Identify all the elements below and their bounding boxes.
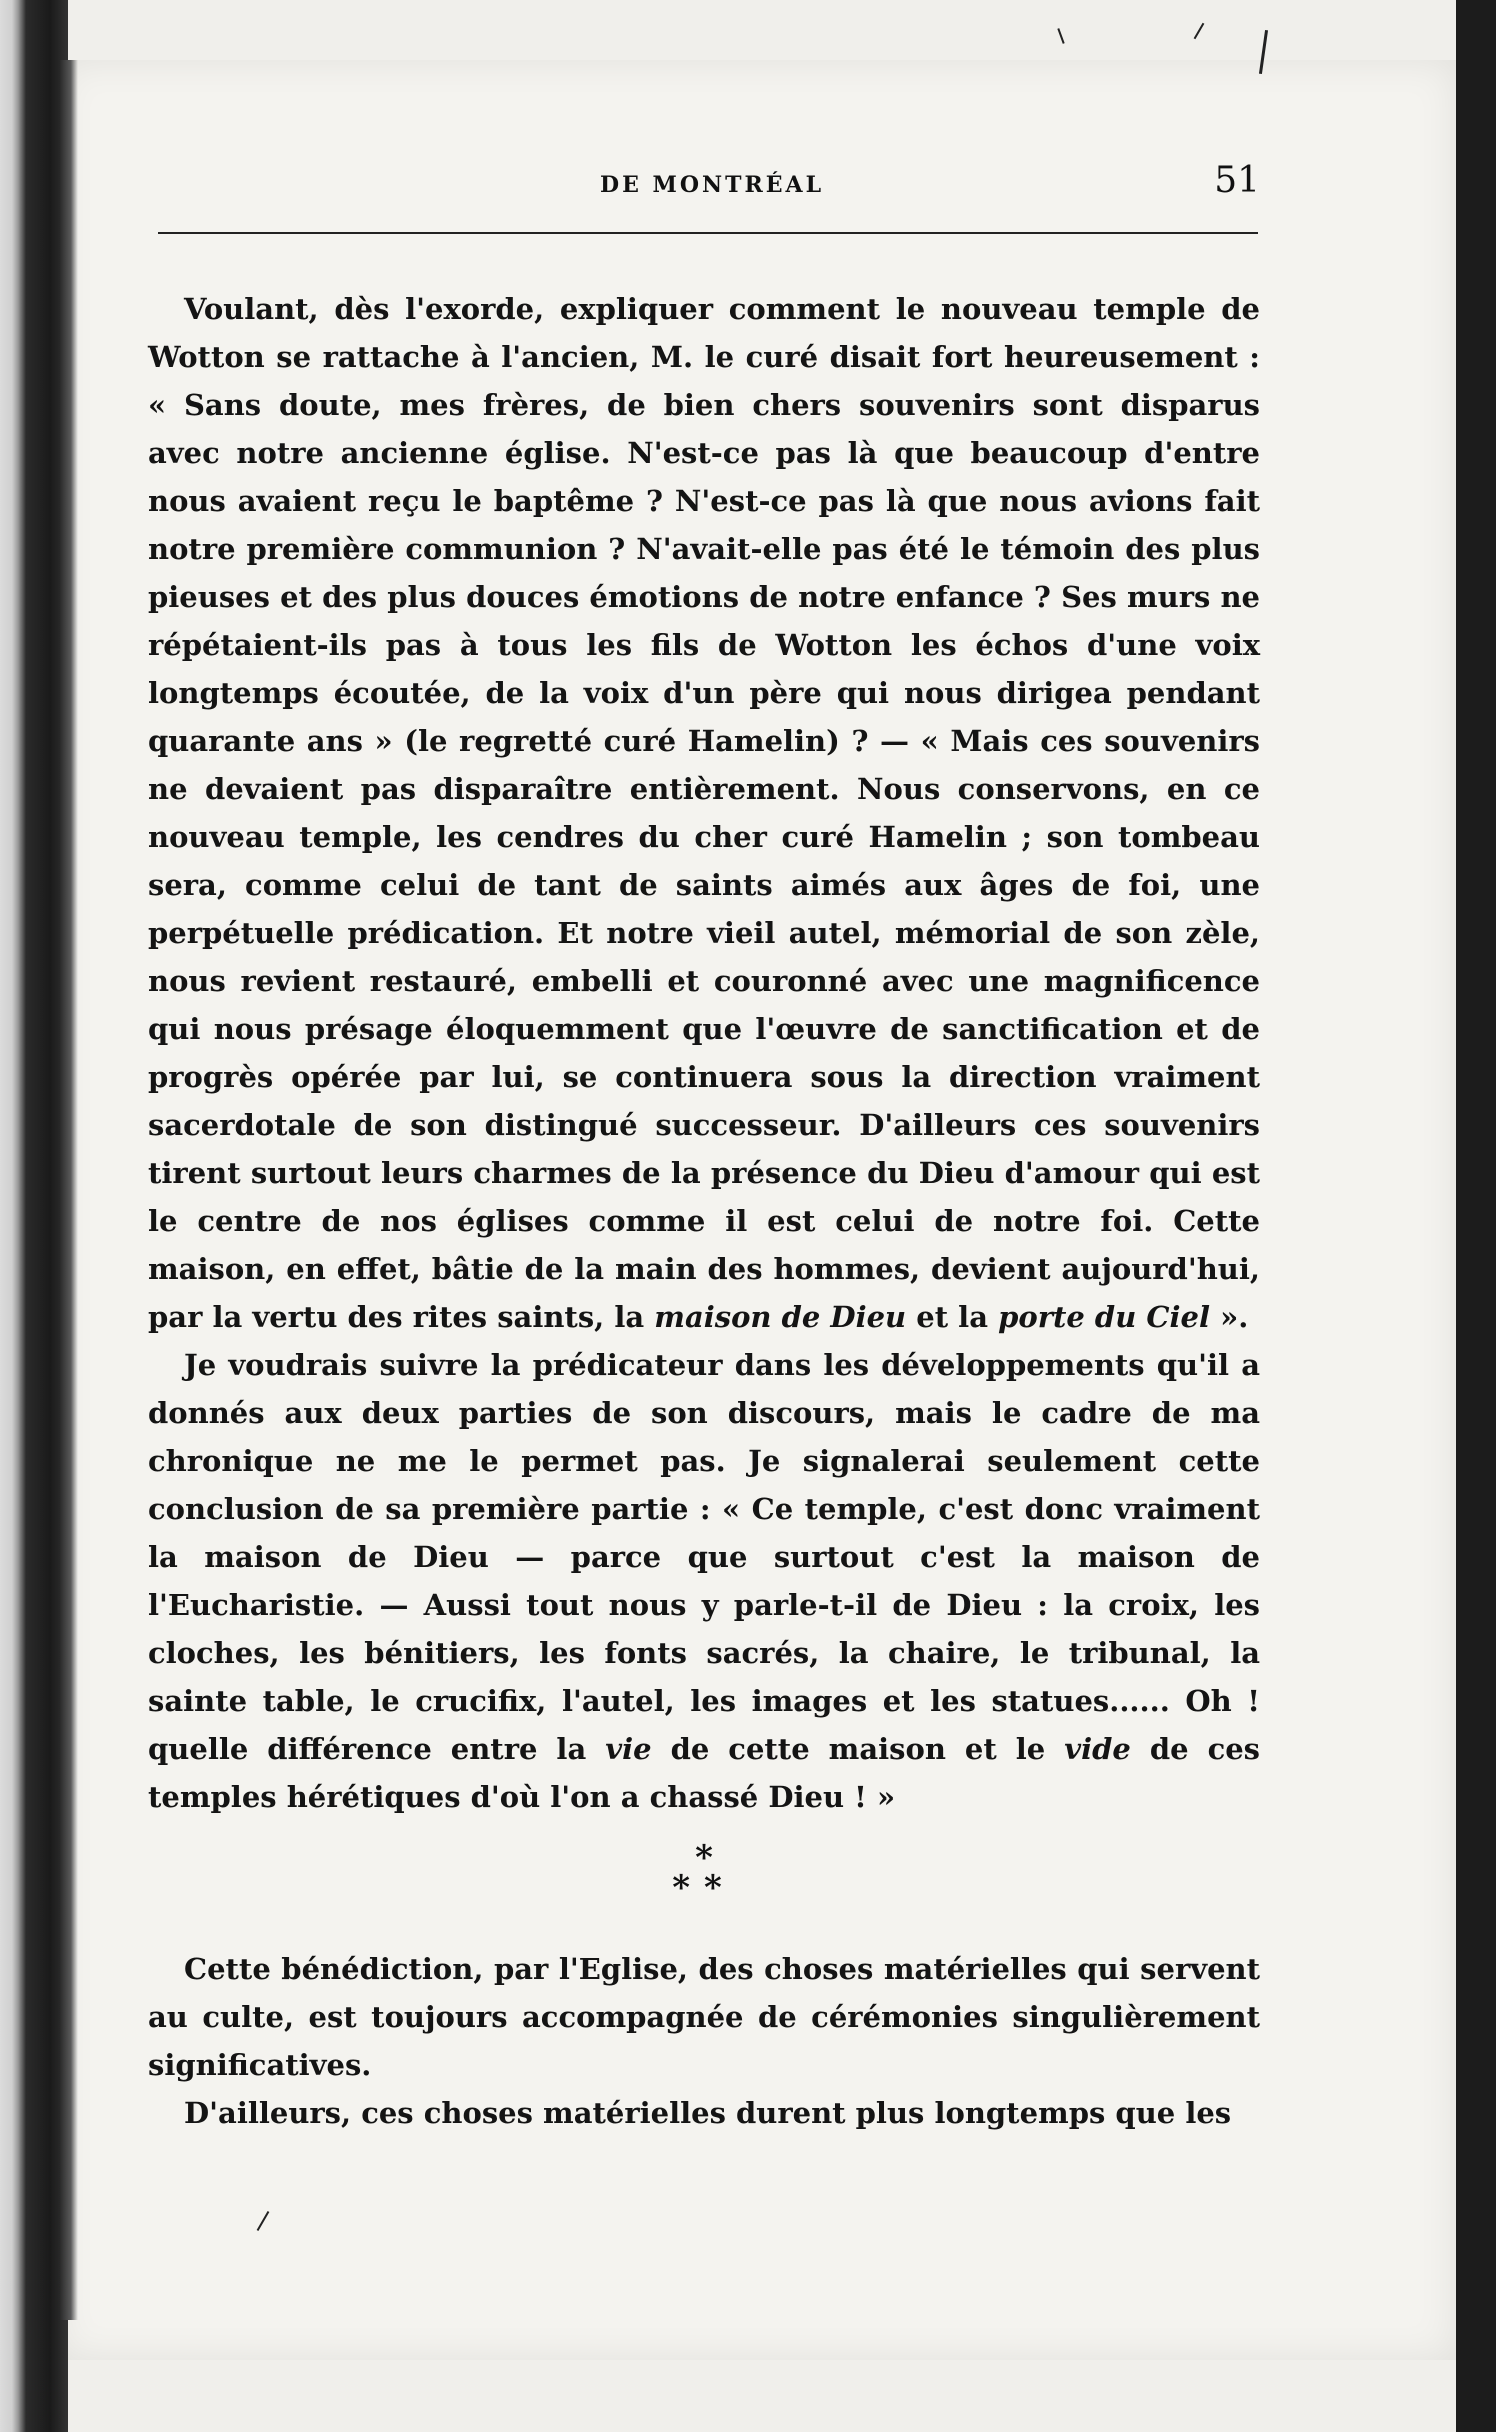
section-break-asterism: [148, 1838, 1260, 1908]
page-body: [148, 285, 1260, 2137]
page-header: [160, 160, 1260, 210]
page-fold-shadow: [60, 60, 78, 2320]
italic-phrase: maison de Dieu: [654, 1300, 907, 1334]
header-rule: [158, 232, 1258, 234]
scan-top-margin: [58, 0, 1496, 60]
italic-phrase: vide: [1064, 1732, 1131, 1766]
paragraph-text: de ces temples hérétiques d'où l'on a chassé Dieu ! »: [148, 1732, 1261, 1814]
paragraph-text: et la: [906, 1300, 999, 1334]
paragraph: D'ailleurs, ces choses matérielles durent plus longtemps que les: [184, 2096, 1232, 2130]
paragraph: [148, 1341, 1260, 1821]
scan-right-border: [1456, 0, 1496, 2432]
book-spine-edge: [0, 0, 68, 2432]
page-number: 51: [1214, 160, 1260, 201]
paragraph-text: ».: [1209, 1300, 1249, 1334]
paragraph-text: de cette maison et le: [651, 1732, 1065, 1766]
paragraph-text: Voulant, dès l'exorde, expliquer comment le nouveau temple de Wotton se rattache à l'ancien, M. le curé disait fort heureusement : « Sans doute, mes frères, de bien chers souvenirs sont disparus avec notre ancienne église. N'est-ce pas là que beaucoup d'entre nous avaient reçu le baptême ? N'est-ce pas là que nous avions fait notre première communion ? N'avait-elle pas été le témoin des plus pieuses et des plus douces émotions de notre enfance ? Ses murs ne répétaient-ils pas à tous les fils de Wotton les échos d'une voix longtemps écoutée, de la voix d'un père qui nous dirigea pendant quarante ans » (le regretté curé Hamelin) ? — « Mais ces souvenirs ne devaient pas disparaître entièrement. Nous conservons, en ce nouveau temple, les cendres du cher curé Hamelin ; son tombeau sera, comme celui de tant de saints aimés aux âges de foi, une perpétuelle prédication. Et notre vieil autel, mémorial de son zèle, nous revient restauré, embelli et couronné avec une magnificence qui nous présage éloquemment que l'œuvre de sanctification et de progrès opérée par lui, se continuera sous la direction vraiment sacerdotale de son distingué successeur. D'ailleurs ces souvenirs tirent surtout leurs charmes de la présence du Dieu d'amour qui est le centre de nos églises comme il est celui de notre foi. Cette maison, en effet, bâtie de la main des hommes, devient aujourd'hui, par la vertu des rites saints, la: [148, 292, 1260, 1334]
paragraph: [148, 285, 1260, 1341]
paragraph: Cette bénédiction, par l'Eglise, des choses matérielles qui servent au culte, est toujours accompagnée de cérémonies singulièrement significatives.: [148, 1952, 1260, 2082]
paragraph-text: Je voudrais suivre la prédicateur dans les développements qu'il a donnés aux deux parties de son discours, mais le cadre de ma chronique ne me le permet pas. Je signalerai seulement cette conclusion de sa première partie : « Ce temple, c'est donc vraiment la maison de Dieu — parce que surtout c'est la maison de l'Eucharistie. — Aussi tout nous y parle-t-il de Dieu : la croix, les cloches, les bénitiers, les fonts sacrés, la chaire, le tribunal, la sainte table, le crucifix, l'autel, les images et les statues...... Oh ! quelle différence entre la: [148, 1348, 1260, 1766]
running-title: DE MONTRÉAL: [600, 172, 825, 198]
asterism-top: *: [695, 1838, 713, 1878]
asterism-bottom: **: [672, 1868, 736, 1908]
italic-phrase: vie: [605, 1732, 652, 1766]
italic-phrase: porte du Ciel: [998, 1300, 1210, 1334]
scan-bottom-margin: [58, 2360, 1496, 2432]
